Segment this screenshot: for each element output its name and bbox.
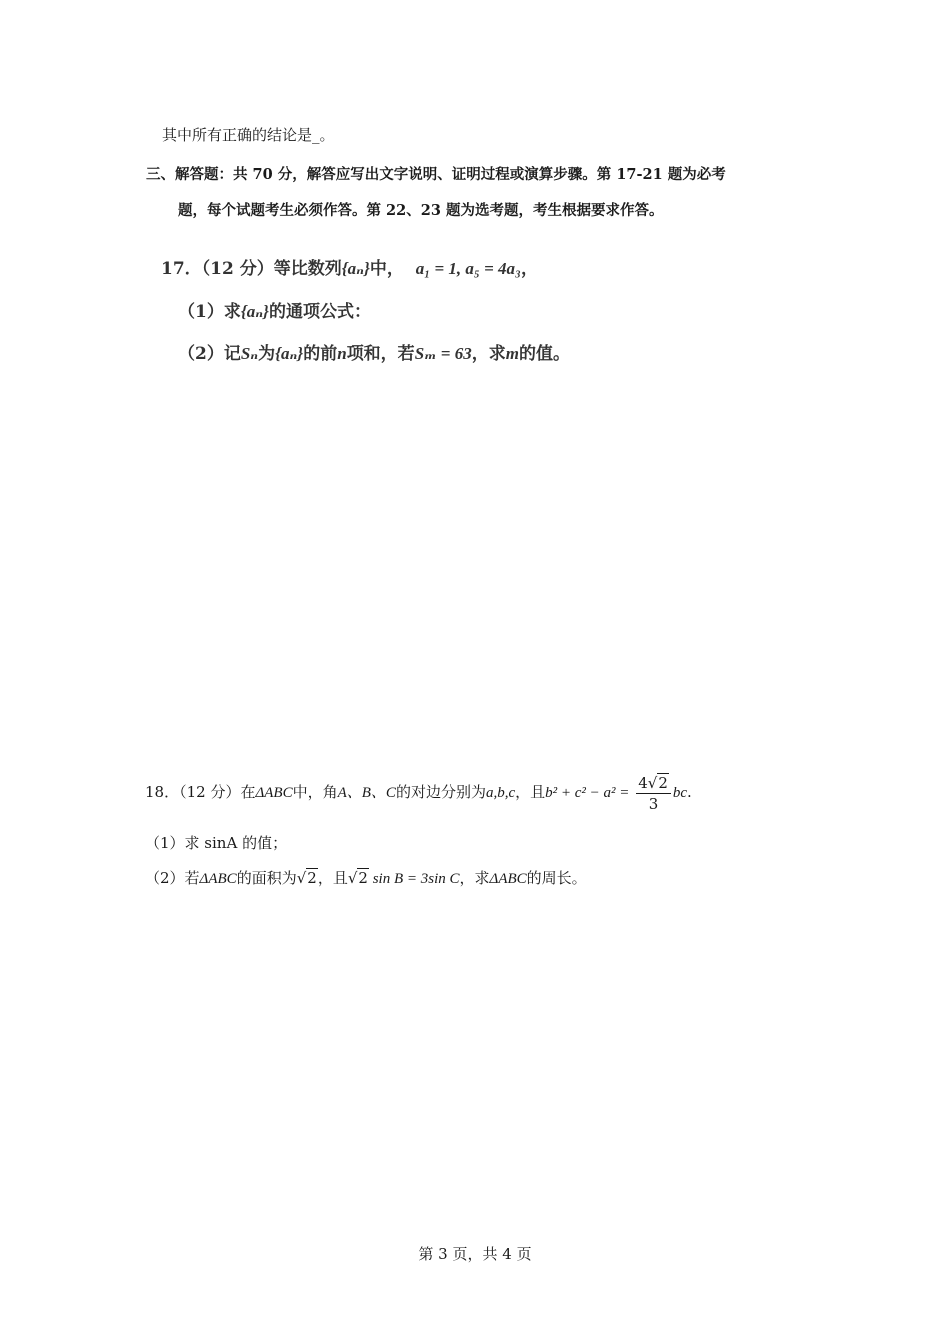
q18-eq-rhs: bc xyxy=(672,785,688,801)
q17-stem xyxy=(161,259,538,279)
q18-eq-lhs: b² + c² − a² = xyxy=(545,785,630,801)
q18-stem-prefix: 18．（12 分）在 xyxy=(145,783,256,801)
q18-fraction-numerator xyxy=(636,774,671,794)
q17-sequence: {aₙ} xyxy=(341,259,370,278)
q18-frac-coef: 4 xyxy=(638,773,648,792)
q17-part2-prefix: （2）记 xyxy=(178,344,241,364)
q18-sides: a,b,c xyxy=(485,785,516,801)
q18-part2-mid2: ，且 xyxy=(317,869,348,887)
q18-frac-radicand: 2 xyxy=(658,773,668,792)
intro-line: 其中所有正确的结论是_。 xyxy=(162,126,335,144)
q18-part2-eq-sqrt: √2 xyxy=(347,869,368,887)
q18-part2-eq-rest: sin B = 3sin C xyxy=(368,871,460,887)
q18-frac-sqrt: √2 xyxy=(647,773,668,792)
q17-part2-mid4: ，求 xyxy=(471,344,506,364)
q18-part2-end: 的周长。 xyxy=(526,869,587,887)
q18-part2-triangle: ΔABC xyxy=(199,871,237,887)
q18-fraction-denominator: 3 xyxy=(648,794,659,813)
section3-heading-line1: 三、解答题：共 70 分，解答应写出文字说明、证明过程或演算步骤。第 17-21 题为必考 xyxy=(146,166,726,183)
q18-part2-mid1: 的面积为 xyxy=(236,869,297,887)
q18-part2-triangle-2: ΔABC xyxy=(489,871,527,887)
q17-part2-n: n xyxy=(337,344,347,363)
q18-fraction xyxy=(636,774,671,813)
q17-stem-mid: 中， xyxy=(369,259,404,279)
q18-stem-mid2: 的对边分别为 xyxy=(395,783,486,801)
q18-part2-area-sqrt: √2 xyxy=(296,869,317,887)
q17-stem-end: ， xyxy=(520,259,538,279)
q17-part2-end: 的值。 xyxy=(518,344,570,364)
page-footer: 第 3 页，共 4 页 xyxy=(418,1245,532,1263)
q17-part2 xyxy=(178,344,570,364)
q17-part2-Sn: Sₙ xyxy=(240,344,259,363)
q17-part2-m: m xyxy=(505,344,519,363)
q18-part1: （1）求 sinA 的值； xyxy=(145,834,288,852)
q18-stem-end: . xyxy=(687,783,692,801)
q17-condition: a₁ = 1, a₅ = 4a₃ xyxy=(415,259,521,278)
q18-part2-prefix: （2）若 xyxy=(145,869,200,887)
q18-part2 xyxy=(145,868,587,889)
q18-part2-eq-radicand: 2 xyxy=(358,869,368,887)
q17-part2-equation: Sₘ = 63 xyxy=(414,344,472,363)
q17-part2-mid1: 为 xyxy=(258,344,276,364)
q17-part2-mid3: 项和，若 xyxy=(346,344,415,364)
q17-part2-mid2: 的前 xyxy=(303,344,338,364)
q18-triangle: ΔABC xyxy=(255,785,293,801)
q18-stem xyxy=(145,772,692,813)
q17-part1-prefix: （1）求 xyxy=(178,302,241,322)
q18-part2-mid3: ，求 xyxy=(459,869,490,887)
q18-angles: A、B、C xyxy=(337,785,396,801)
q17-part1-sequence: {aₙ} xyxy=(240,302,269,321)
q17-stem-prefix: 17．（12 分）等比数列 xyxy=(161,259,342,279)
q18-stem-mid3: ，且 xyxy=(515,783,546,801)
q17-part1-suffix: 的通项公式： xyxy=(268,302,371,322)
q18-part2-area-radicand: 2 xyxy=(307,869,317,887)
q17-part1 xyxy=(178,302,371,322)
section3-heading-line2: 题，每个试题考生必须作答。第 22、23 题为选考题，考生根据要求作答。 xyxy=(178,202,664,219)
q17-part2-sequence: {aₙ} xyxy=(275,344,304,363)
q18-stem-mid1: 中，角 xyxy=(292,783,338,801)
